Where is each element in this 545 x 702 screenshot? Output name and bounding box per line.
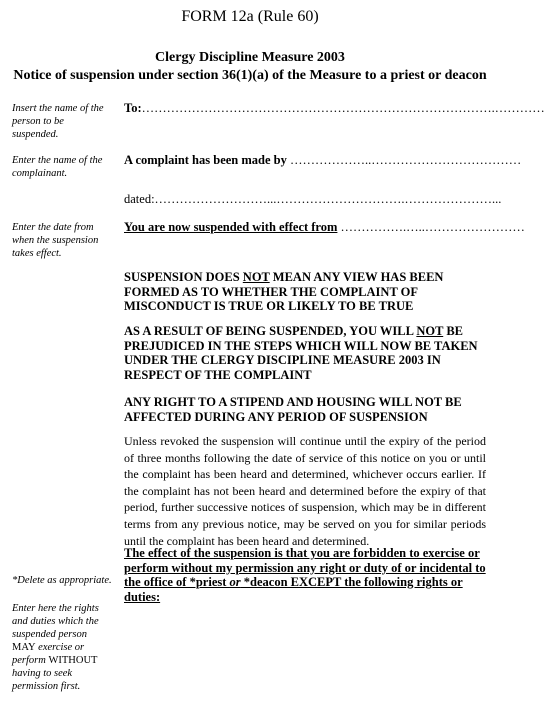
side-note-rights: Enter here the rights and duties which the suspended person MAY exercise or perform WITHOUT having to seek permission first. [12,603,99,692]
complaint-dots[interactable]: ………………..……………………………… [290,153,522,167]
side-note-complainant-name: Enter the name of the complainant. [12,155,103,179]
suspended-field[interactable] [124,220,525,235]
to-field[interactable] [124,101,545,116]
complaint-field[interactable] [124,153,522,168]
statement-not-prejudiced: AS A RESULT OF BEING SUSPENDED, YOU WILL NOT BE PREJUDICED IN THE STEPS WHICH WILL NOW BE TAKEN UNDER THE CLERGY DISCIPLINE MEASURE 2003 IN RESPECT OF THE COMPLAINT [124,324,478,382]
measure-title: Clergy Discipline Measure 2003 [155,50,345,65]
suspended-label: You are now suspended with effect from [124,220,338,234]
dated-label: dated: [124,192,155,206]
dated-dots[interactable]: ………………………...………………………….…………………... [154,192,502,206]
to-label: To: [124,101,142,115]
statement-stipend-housing: ANY RIGHT TO A STIPEND AND HOUSING WILL NOT BE AFFECTED DURING ANY PERIOD OF SUSPENSION [124,395,462,424]
complaint-label: A complaint has been made by [124,153,290,167]
form-title: FORM 12a (Rule 60) [181,8,319,25]
revocation-paragraph: Unless revoked the suspension will continue until the expiry of the period of three months following the date of service of this notice on you or until the complaint has been heard and determined, whichever occurs earlier. If the complaint has not been heard and determined before the expiry of that period, further successive notices of suspension, which may be in different terms from any previous notice, may be served on you for similar periods until the complaint has been heard and determined. [124,434,486,548]
side-note-suspension-date: Enter the date from when the suspension takes effect. [12,222,99,259]
to-dots[interactable]: ………………………………………………………………………….………… [141,101,545,115]
suspension-effect: The effect of the suspension is that you are forbidden to exercise or perform without my permission any right or duty of or incidental to the office of *priest or *deacon EXCEPT the following rights or duties: [124,546,486,604]
side-note-suspended-name: Insert the name of the person to be suspended. [12,103,104,140]
suspended-dots[interactable]: …………….…..…………………… [337,220,525,234]
side-note-delete: *Delete as appropriate. [12,575,112,586]
dated-field[interactable] [124,192,502,207]
notice-title: Notice of suspension under section 36(1)(a) of the Measure to a priest or deacon [13,68,487,83]
statement-view-not-formed: SUSPENSION DOES NOT MEAN ANY VIEW HAS BEEN FORMED AS TO WHETHER THE COMPLAINT OF MISCONDUCT IS TRUE OR LIKELY TO BE TRUE [124,270,444,313]
